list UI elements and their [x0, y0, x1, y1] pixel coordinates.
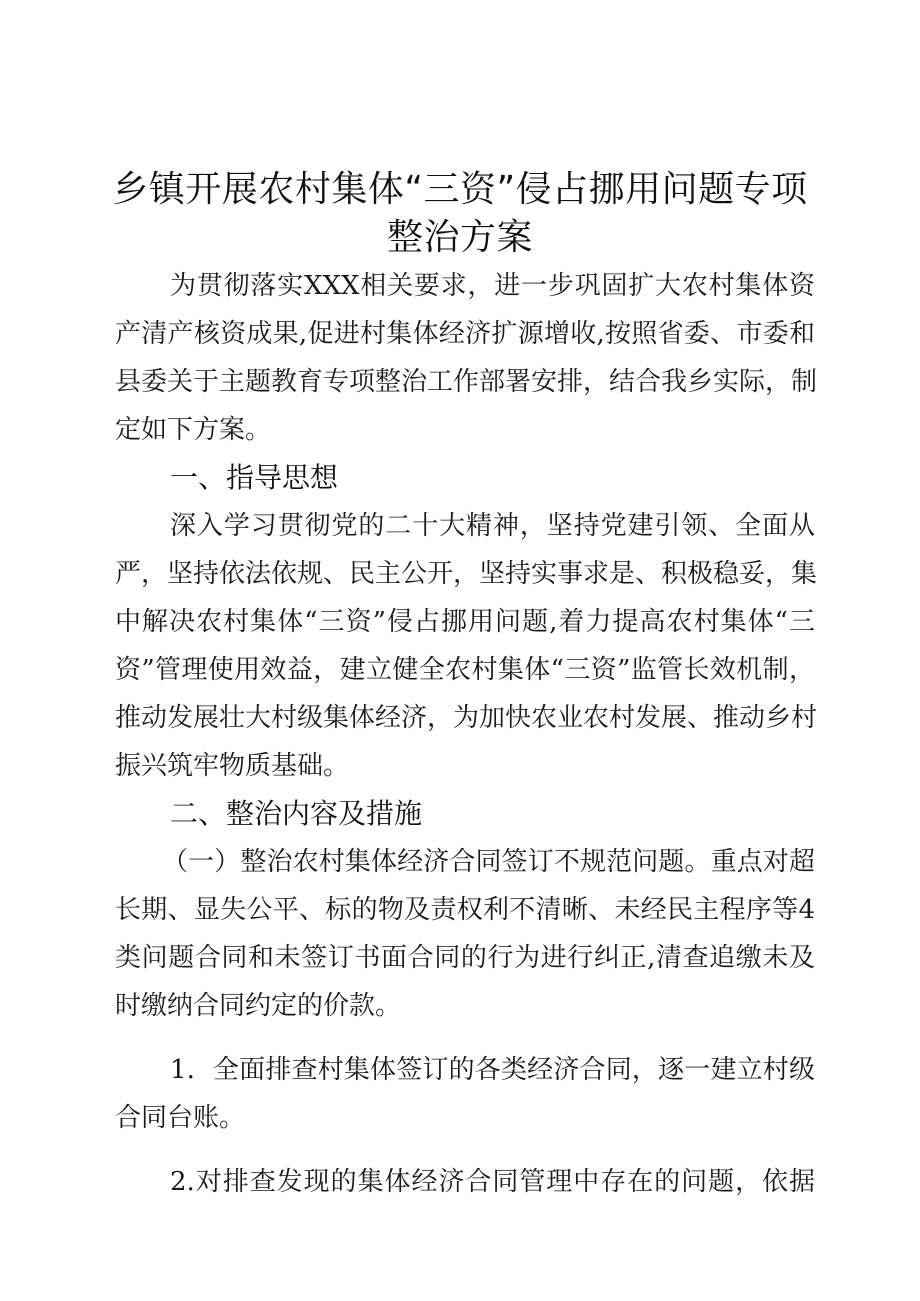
intro-line-4: 定如下方案。: [115, 415, 272, 445]
section-2-heading: 二、整治内容及措施: [170, 797, 423, 830]
section-1-line-5: 推动发展壮大村级集体经济，为加快农业农村发展、推动乡村: [115, 703, 818, 733]
document-title-line-1: 乡镇开展农村集体“三资”侵占挪用问题专项: [112, 169, 808, 210]
section-2-item-1-line-1: （一）整治农村集体经济合同签订不规范问题。重点对超: [162, 847, 815, 877]
section-1-line-2: 严，坚持依法依规、民主公开，坚持实事求是、积极稳妥，集: [115, 559, 818, 589]
point-2-line-1: 2.对排查发现的集体经济合同管理中存在的问题，依据: [170, 1167, 815, 1197]
section-1-line-4: 资”管理使用效益，建立健全农村集体“三资”监管长效机制，: [115, 655, 815, 685]
point-1-line-1: 1．全面排查村集体签订的各类经济合同，逐一建立村级: [170, 1055, 815, 1085]
point-1-line-2: 合同台账。: [115, 1103, 246, 1133]
section-1-line-3: 中解决农村集体“三资”侵占挪用问题,着力提高农村集体“三: [115, 607, 815, 637]
section-2-item-1-line-4: 时缴纳合同约定的价款。: [115, 991, 402, 1021]
section-1-heading: 一、指导思想: [170, 461, 339, 494]
section-2-item-1-line-2: 长期、显失公平、标的物及责权利不清晰、未经民主程序等4: [115, 895, 815, 925]
section-2-item-1-line-3: 类问题合同和未签订书面合同的行为进行纠正,清查追缴未及: [115, 943, 815, 973]
intro-line-3: 县委关于主题教育专项整治工作部署安排，结合我乡实际，制: [115, 367, 818, 397]
document-title-line-2: 整治方案: [386, 217, 533, 258]
section-1-line-6: 振兴筑牢物质基础。: [115, 751, 350, 781]
intro-line-1: 为贯彻落实XXX相关要求，进一步巩固扩大农村集体资: [170, 271, 815, 301]
section-1-line-1: 深入学习贯彻党的二十大精神，坚持党建引领、全面从: [170, 511, 815, 541]
intro-line-2: 产清产核资成果,促进村集体经济扩源增收,按照省委、市委和: [115, 319, 815, 349]
